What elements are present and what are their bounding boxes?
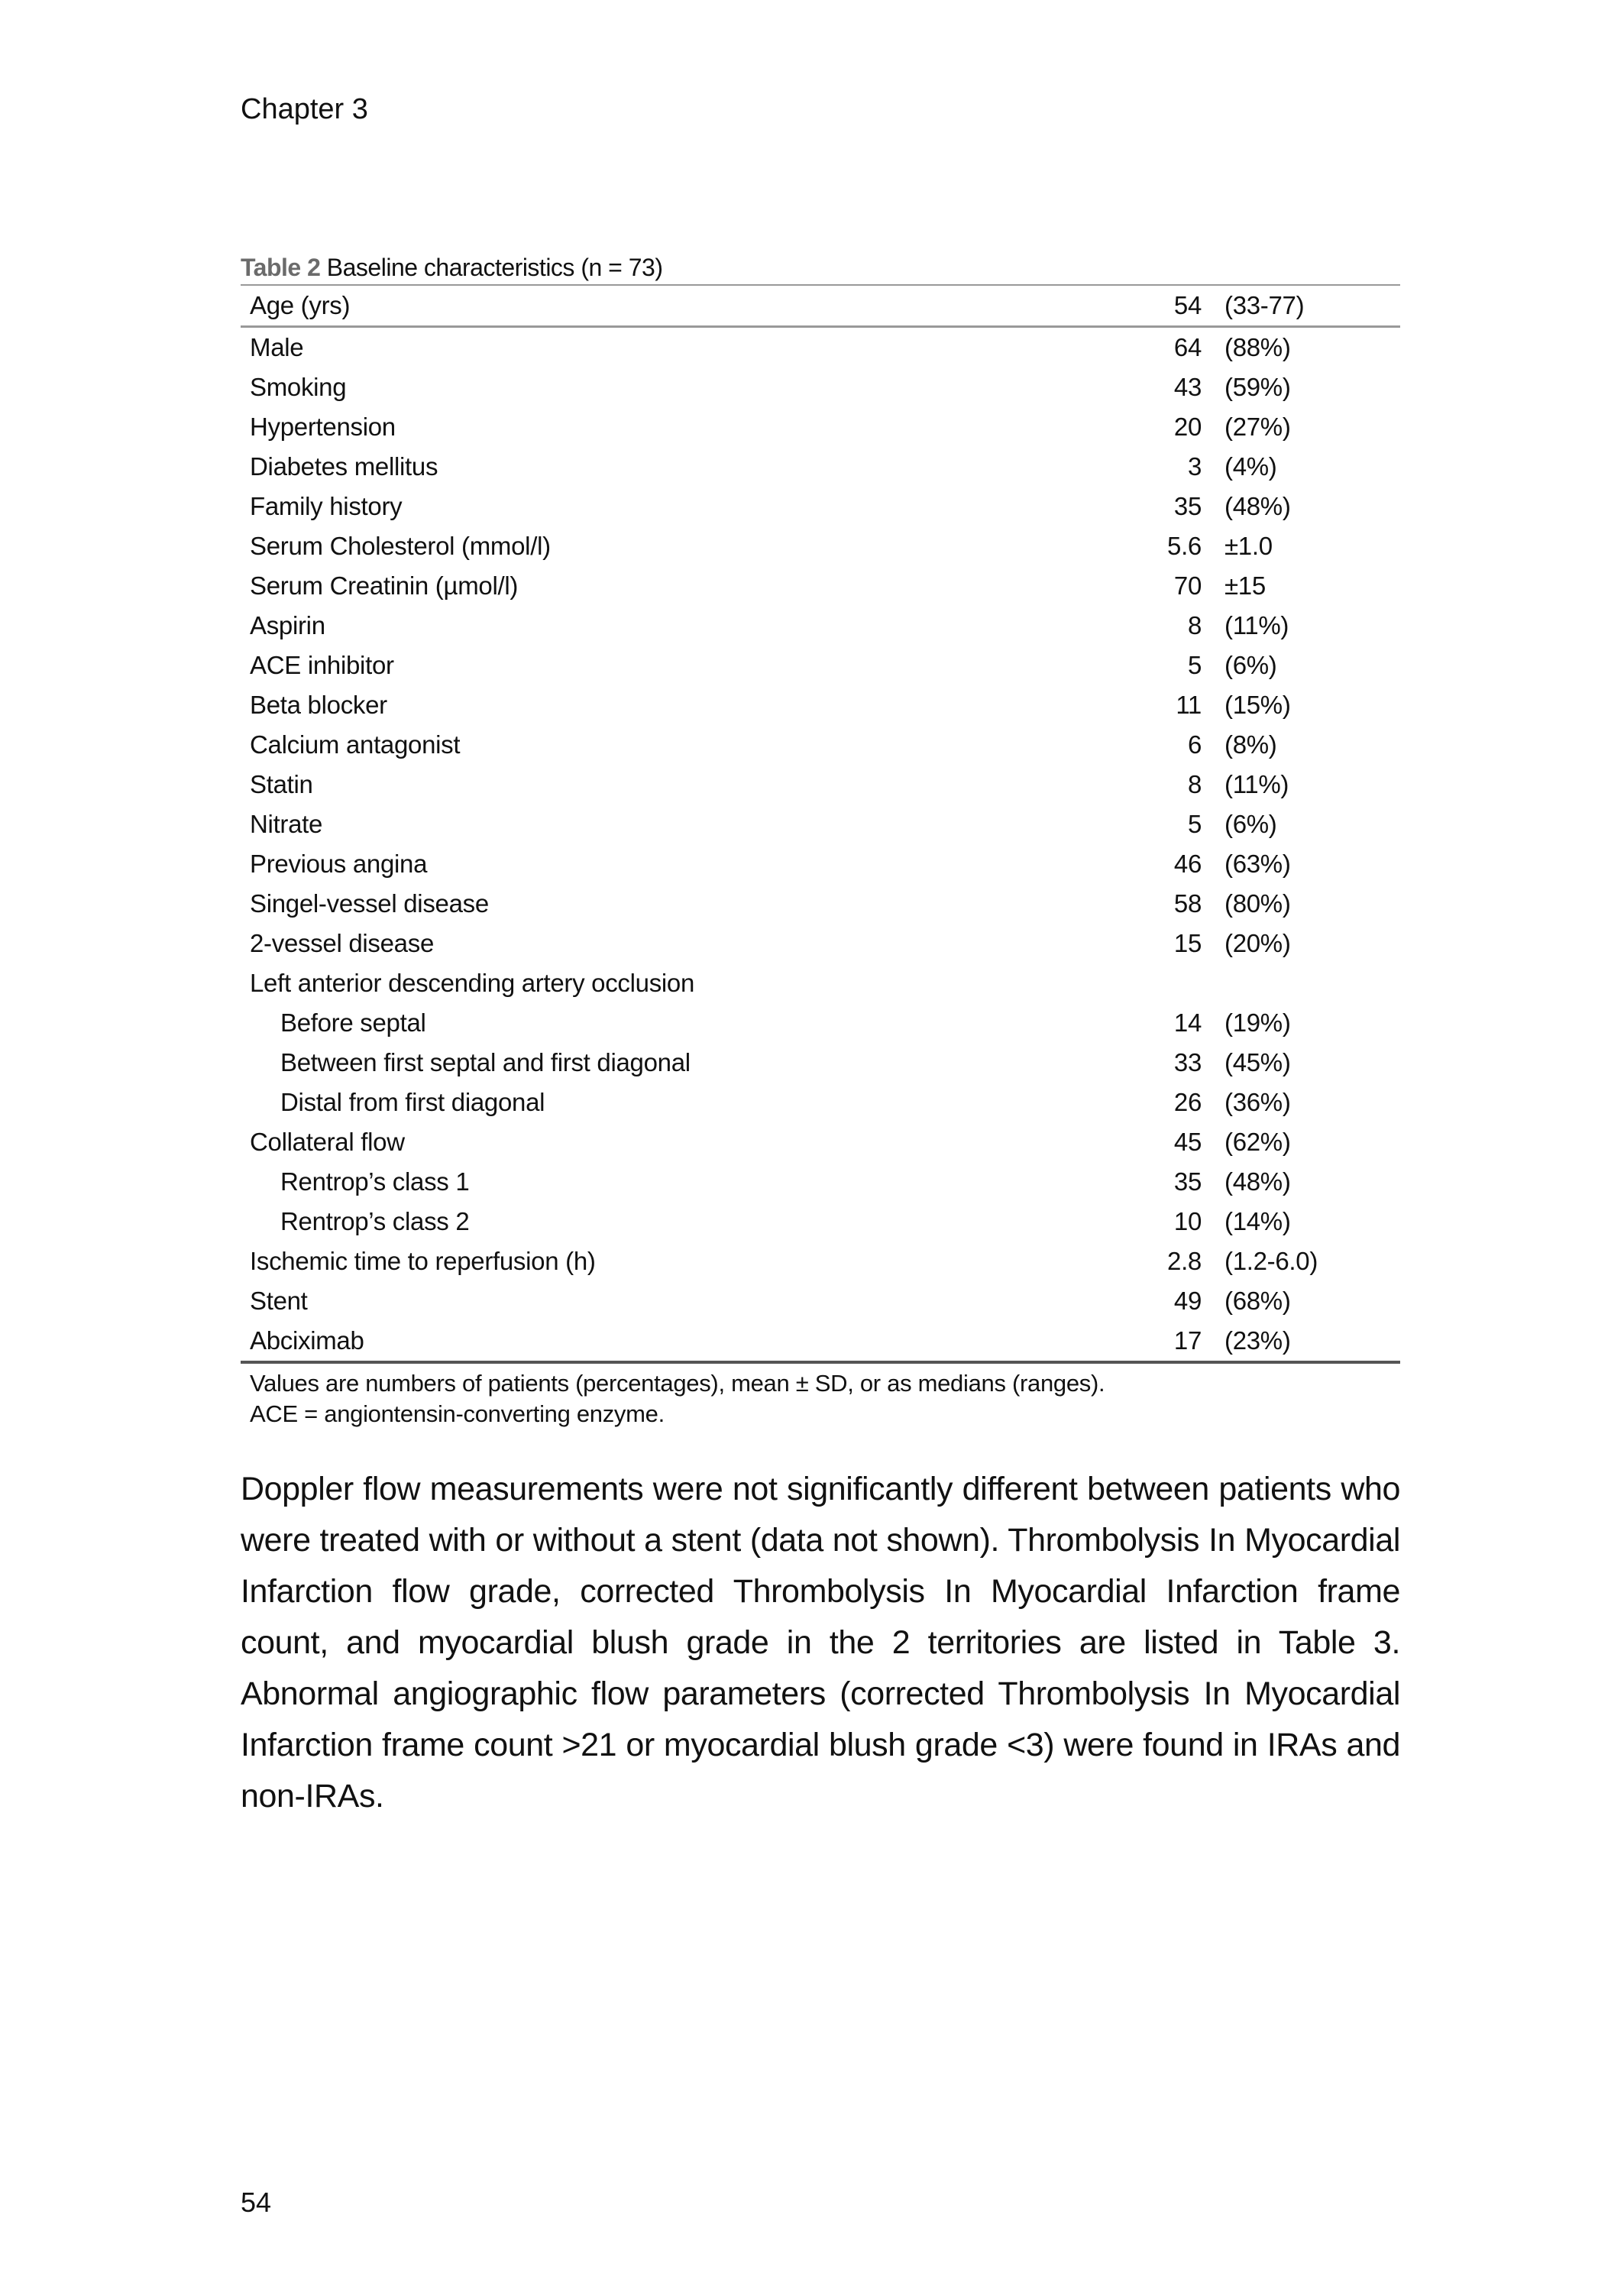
- row-detail: (14%): [1224, 1207, 1291, 1235]
- row-label: Age (yrs): [241, 285, 1140, 327]
- body-paragraph: Doppler flow measurements were not significantly different between patients who were treated with or without a stent (data not shown). Thrombolysis In Myocardial Infarction flow grade, corrected Thrombolysis In Myocardial Infarction frame count, and myocardial blush grade in the 2 territories are listed in Table 3. Abnormal angiographic flow parameters (corrected Thrombolysis In Myocardial Infarction frame count >21 or myocardial blush grade <3) were found in IRAs and non-IRAs.: [241, 1471, 1400, 1814]
- table-row: [241, 566, 1400, 606]
- row-detail: (68%): [1224, 1287, 1291, 1315]
- table-row: [241, 685, 1400, 725]
- row-label: Statin: [250, 770, 313, 798]
- row-detail: (62%): [1224, 1128, 1291, 1156]
- row-value: 45: [1173, 1128, 1202, 1156]
- row-detail: (48%): [1224, 492, 1291, 520]
- table-row: [241, 963, 1400, 1003]
- row-detail: (33-77): [1202, 285, 1400, 327]
- row-value: 6: [1187, 730, 1202, 759]
- table-row: [241, 526, 1400, 566]
- row-detail: (45%): [1224, 1048, 1291, 1076]
- row-detail: (63%): [1224, 850, 1291, 878]
- table-row: [241, 844, 1400, 884]
- row-detail: [1202, 963, 1400, 1003]
- row-label: Before septal: [280, 1008, 426, 1037]
- table-row: [241, 367, 1400, 407]
- table-row: [241, 487, 1400, 526]
- row-value: 15: [1173, 929, 1202, 957]
- row-value: 11: [1176, 691, 1202, 719]
- row-label: Male: [250, 333, 304, 361]
- row-label: Distal from first diagonal: [280, 1088, 545, 1116]
- row-label: Collateral flow: [250, 1128, 405, 1156]
- row-label: Rentrop’s class 1: [280, 1167, 470, 1196]
- row-value: [1140, 963, 1202, 1003]
- table-notes: [241, 1368, 1400, 1429]
- row-label: Left anterior descending artery occlusion: [250, 969, 695, 997]
- row-detail: (11%): [1224, 611, 1289, 639]
- row-detail: (15%): [1224, 691, 1291, 719]
- row-label: Previous angina: [250, 850, 428, 878]
- row-value: 43: [1173, 373, 1202, 401]
- row-value: 17: [1173, 1326, 1202, 1355]
- table-row: [241, 765, 1400, 804]
- table-row: [241, 1003, 1400, 1043]
- row-value: 26: [1173, 1088, 1202, 1116]
- row-value: 5.6: [1167, 532, 1202, 560]
- table-row: [241, 606, 1400, 646]
- row-label: Diabetes mellitus: [250, 452, 438, 481]
- table-caption-text: Baseline characteristics (n = 73): [320, 254, 663, 281]
- row-detail: (1.2-6.0): [1224, 1247, 1318, 1275]
- row-value: 54: [1140, 285, 1202, 327]
- table-caption-label: Table 2: [241, 254, 321, 281]
- row-label: Nitrate: [250, 810, 323, 838]
- row-label: Stent: [250, 1287, 308, 1315]
- table-row: [241, 884, 1400, 924]
- table-row: [241, 1043, 1400, 1083]
- row-label: ACE inhibitor: [250, 651, 394, 679]
- row-detail: (23%): [1224, 1326, 1291, 1355]
- row-value: 20: [1173, 413, 1202, 441]
- row-value: 8: [1187, 611, 1202, 639]
- row-value: 3: [1187, 452, 1202, 481]
- row-label: Family history: [250, 492, 403, 520]
- row-detail: (27%): [1224, 413, 1291, 441]
- table-row: [241, 285, 1400, 327]
- row-label: Smoking: [250, 373, 347, 401]
- table-row: [241, 1242, 1400, 1281]
- row-detail: (6%): [1224, 651, 1277, 679]
- row-label: Serum Cholesterol (mmol/l): [250, 532, 551, 560]
- table-row: [241, 1083, 1400, 1122]
- row-detail: (11%): [1224, 770, 1289, 798]
- table-note: ACE = angiontensin-converting enzyme.: [250, 1400, 665, 1427]
- row-detail: ±1.0: [1224, 532, 1273, 560]
- table-row: [241, 924, 1400, 963]
- row-label: Serum Creatinin (µmol/l): [250, 571, 519, 600]
- table-row: [241, 804, 1400, 844]
- row-detail: ±15: [1224, 571, 1266, 600]
- row-value: 35: [1173, 1167, 1202, 1196]
- table-row: [241, 407, 1400, 447]
- table-row: [241, 1281, 1400, 1321]
- row-value: 10: [1173, 1207, 1202, 1235]
- baseline-table: [241, 251, 1400, 1429]
- row-detail: (6%): [1224, 810, 1277, 838]
- row-label: Aspirin: [250, 611, 325, 639]
- row-value: 5: [1187, 651, 1202, 679]
- row-value: 46: [1173, 850, 1202, 878]
- table-row: [241, 1122, 1400, 1162]
- row-value: 70: [1173, 571, 1202, 600]
- page-number: 54: [241, 2187, 272, 2218]
- row-value: 2.8: [1167, 1247, 1202, 1275]
- row-value: 58: [1173, 889, 1202, 918]
- row-value: 35: [1173, 492, 1202, 520]
- table-note: Values are numbers of patients (percentages), mean ± SD, or as medians (ranges).: [250, 1370, 1105, 1397]
- table-row: [241, 447, 1400, 487]
- row-label: Between first septal and first diagonal: [280, 1048, 691, 1076]
- row-label: Rentrop’s class 2: [280, 1207, 470, 1235]
- table-row: [241, 646, 1400, 685]
- row-value: 14: [1173, 1008, 1202, 1037]
- row-detail: (20%): [1224, 929, 1291, 957]
- table-row: [241, 725, 1400, 765]
- row-value: 8: [1187, 770, 1202, 798]
- row-value: 33: [1173, 1048, 1202, 1076]
- row-detail: (48%): [1224, 1167, 1291, 1196]
- row-label: Ischemic time to reperfusion (h): [250, 1247, 596, 1275]
- row-label: Beta blocker: [250, 691, 387, 719]
- table-caption: [241, 251, 1400, 284]
- row-label: Abciximab: [250, 1326, 364, 1355]
- row-value: 5: [1187, 810, 1202, 838]
- row-value: 49: [1173, 1287, 1202, 1315]
- chapter-header: Chapter 3: [241, 93, 368, 125]
- row-value: 64: [1173, 333, 1202, 361]
- row-label: Hypertension: [250, 413, 396, 441]
- table-row: [241, 327, 1400, 368]
- table-row: [241, 1321, 1400, 1362]
- row-detail: (4%): [1224, 452, 1277, 481]
- row-label: Calcium antagonist: [250, 730, 461, 759]
- row-detail: (8%): [1224, 730, 1277, 759]
- row-detail: (59%): [1224, 373, 1291, 401]
- table-body: [241, 284, 1400, 1364]
- table-row: [241, 1202, 1400, 1242]
- table-row: [241, 1162, 1400, 1202]
- row-detail: (80%): [1224, 889, 1291, 918]
- row-detail: (36%): [1224, 1088, 1291, 1116]
- row-detail: (88%): [1224, 333, 1291, 361]
- row-detail: (19%): [1224, 1008, 1291, 1037]
- row-label: 2-vessel disease: [250, 929, 434, 957]
- row-label: Singel-vessel disease: [250, 889, 489, 918]
